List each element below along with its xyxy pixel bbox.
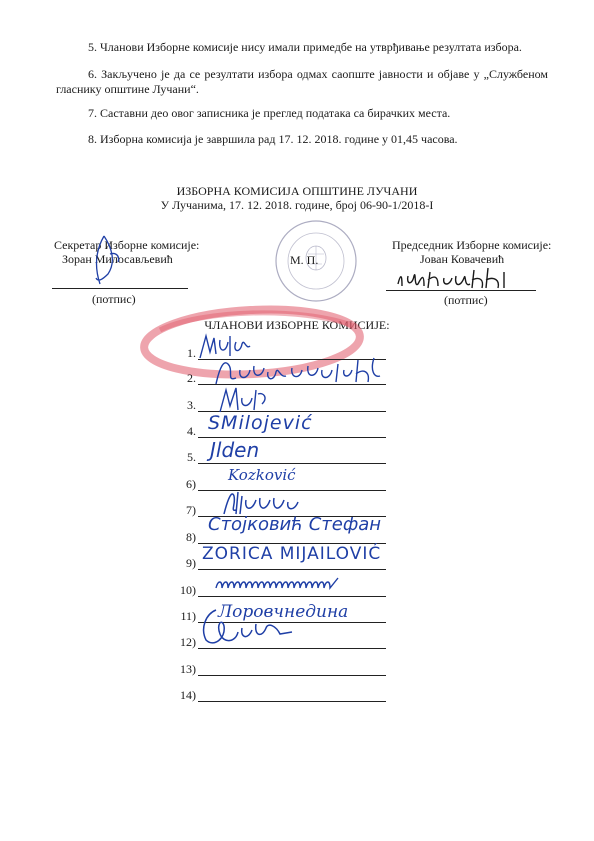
paragraph-5: 5. Чланови Изборне комисије нису имали примедбе на утврђивање резултата избора. <box>88 40 522 54</box>
member-number: 14) <box>180 688 196 702</box>
commission-subtitle: У Лучанима, 17. 12. 2018. године, број 06-90-1/2018-I <box>160 198 434 212</box>
president-role: Председник Изборне комисије: <box>392 238 552 252</box>
member-number: 10) <box>180 583 196 597</box>
paragraph-7: 7. Саставни део овог записника је преглед података са бирачких места. <box>88 106 451 120</box>
members-title: ЧЛАНОВИ ИЗБОРНЕ КОМИСИЈЕ: <box>204 318 390 332</box>
member-number: 4. <box>187 424 196 438</box>
member-number: 5. <box>187 450 196 464</box>
member-number: 9) <box>186 556 196 570</box>
paragraph-8: 8. Изборна комисија је завршила рад 17. 12. 2018. године у 01,45 часова. <box>88 132 458 146</box>
signature-line <box>198 675 386 676</box>
member-number: 11) <box>180 609 196 623</box>
signature-line <box>198 569 386 570</box>
president-signature-caption: (потпис) <box>444 293 488 307</box>
member-signature-10 <box>212 572 372 596</box>
member-signature-4: SMilojević <box>208 412 313 434</box>
member-number: 3. <box>187 398 196 412</box>
signature-line <box>198 648 386 649</box>
paragraph-6: 6. Закључено је да се резултати избора одмах саопште јавности и објаве у „Службеном гласнику општине Лучани“. <box>56 67 548 96</box>
commission-title: ИЗБОРНА КОМИСИЈА ОПШТИНЕ ЛУЧАНИ <box>176 184 418 198</box>
secretary-signature-caption: (потпис) <box>92 292 136 306</box>
member-signature-9: ZORICA MIJAILOVIĆ <box>202 544 382 564</box>
signature-line <box>198 596 386 597</box>
member-signature-6: Kozković <box>228 466 296 484</box>
member-signature-5: Jlden <box>210 438 260 462</box>
stamp-label: М. П. <box>290 253 319 267</box>
member-number: 6) <box>186 477 196 491</box>
member-number: 2. <box>187 371 196 385</box>
member-number: 7) <box>186 503 196 517</box>
member-number: 1. <box>187 346 196 360</box>
member-signature-3 <box>214 384 274 414</box>
secretary-name: Зоран Милосављевић <box>62 252 173 266</box>
secretary-role: Секретар Изборне комисије: <box>54 238 200 252</box>
signature-line <box>198 463 386 464</box>
president-signature <box>394 264 530 292</box>
secretary-signature <box>90 232 130 290</box>
member-number: 8) <box>186 530 196 544</box>
member-signature-12: Лоровчнедина <box>218 602 349 622</box>
signature-line <box>198 701 386 702</box>
president-name: Јован Ковачевић <box>420 252 505 266</box>
member-number: 13) <box>180 662 196 676</box>
member-signature-8: Стојковић Стефан <box>208 514 382 535</box>
member-number: 12) <box>180 635 196 649</box>
